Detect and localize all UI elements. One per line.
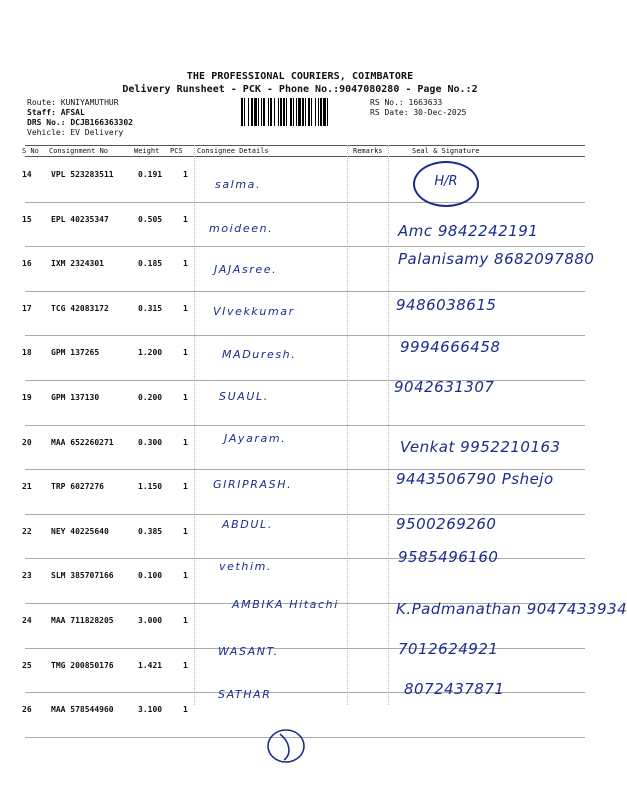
- row-pcs: 1: [183, 526, 188, 536]
- rs-no-line: RS No.: 1663633: [370, 98, 443, 107]
- barcode-bar: [254, 98, 257, 126]
- barcode-bar: [323, 98, 326, 126]
- table-row: [0, 291, 600, 335]
- row-sno: 23: [22, 571, 32, 581]
- handwritten-signature: 9042631307: [394, 378, 495, 396]
- row-sno: 14: [22, 170, 32, 179]
- row-pcs: 1: [183, 660, 188, 670]
- table-row: [0, 335, 600, 379]
- row-pcs: 1: [183, 571, 188, 581]
- row-consignment-no: TRP 6027276: [51, 482, 104, 492]
- col-consignee-header: Consignee Details: [197, 147, 269, 155]
- hr-stamp: [413, 161, 479, 207]
- row-weight: 1.421: [138, 660, 163, 670]
- row-weight: 1.150: [138, 482, 163, 492]
- row-consignment-no: SLM 385707166: [51, 571, 114, 581]
- company-title: THE PROFESSIONAL COURIERS, COIMBATORE: [186, 71, 414, 82]
- handwritten-signature: Amc 9842242191: [398, 222, 539, 240]
- row-sno: 16: [22, 259, 32, 269]
- handwritten-consignee-name: JAJAsree.: [214, 263, 278, 276]
- barcode-bar: [315, 98, 316, 126]
- table-row: [0, 157, 600, 201]
- stamp-text: H/R: [434, 174, 458, 189]
- barcode-bar: [270, 98, 272, 126]
- row-pcs: 1: [183, 616, 188, 625]
- row-consignment-no: TCG 42083172: [51, 303, 109, 313]
- handwritten-signature: 9585496160: [398, 548, 499, 566]
- row-pcs: 1: [183, 705, 188, 715]
- handwritten-signature: 7012624921: [398, 640, 499, 658]
- row-weight: 0.200: [138, 393, 163, 402]
- barcode-bar: [308, 98, 310, 126]
- handwritten-signature: K.Padmanathan 9047433934: [396, 600, 627, 618]
- row-sno: 17: [22, 303, 32, 313]
- handwritten-consignee-name: salma.: [215, 178, 262, 191]
- handwritten-signature: Venkat 9952210163: [400, 438, 561, 456]
- row-sno: 15: [22, 214, 32, 224]
- barcode-bar: [244, 98, 245, 126]
- barcode-bar: [280, 98, 282, 126]
- row-sno: 19: [22, 393, 32, 402]
- row-pcs: 1: [183, 214, 188, 224]
- barcode-bar: [302, 98, 304, 126]
- handwritten-signature: 9994666458: [400, 338, 501, 356]
- vehicle-line: Vehicle: EV Delivery: [27, 128, 124, 137]
- staff-line: Staff: AFSAL: [27, 108, 85, 117]
- barcode-bar: [286, 98, 287, 126]
- barcode-bar: [278, 98, 279, 126]
- row-weight: 3.100: [138, 705, 163, 715]
- row-consignment-no: MAA 711828205: [51, 616, 114, 625]
- row-sno: 18: [22, 348, 32, 358]
- handwritten-consignee-name: ABDUL.: [222, 518, 273, 531]
- row-weight: 0.315: [138, 303, 163, 313]
- table-row: [0, 558, 600, 602]
- row-weight: 0.505: [138, 214, 163, 224]
- handwritten-consignee-name: SUAUL.: [219, 390, 269, 403]
- barcode-bar: [263, 98, 265, 126]
- col-sno-header: S No: [22, 147, 39, 155]
- row-consignment-no: VPL 523283511: [51, 170, 114, 179]
- row-pcs: 1: [183, 482, 188, 492]
- bottom-scribble-mark: [262, 722, 312, 772]
- row-sno: 26: [22, 705, 32, 715]
- header-top-rule: [25, 145, 585, 146]
- row-sno: 22: [22, 526, 32, 536]
- row-pcs: 1: [183, 303, 188, 313]
- row-pcs: 1: [183, 393, 188, 402]
- barcode-image: [240, 98, 366, 126]
- col-remarks-header: Remarks: [353, 147, 383, 155]
- row-consignment-no: GPM 137265: [51, 348, 100, 358]
- row-sno: 21: [22, 482, 32, 492]
- barcode-bar: [311, 98, 312, 126]
- barcode-bar: [251, 98, 253, 126]
- row-weight: 0.385: [138, 526, 163, 536]
- handwritten-consignee-name: MADuresh.: [222, 348, 297, 361]
- barcode-bar: [290, 98, 292, 126]
- row-pcs: 1: [183, 259, 188, 269]
- handwritten-signature: 9486038615: [396, 296, 497, 314]
- handwritten-consignee-name: WASANT.: [218, 645, 279, 658]
- handwritten-consignee-name: VIvekkumar: [213, 305, 295, 318]
- handwritten-consignee-name: moideen.: [209, 222, 274, 235]
- route-block: [27, 98, 133, 138]
- row-weight: 0.300: [138, 437, 163, 447]
- col-weight-header: Weight: [134, 147, 160, 155]
- handwritten-consignee-name: vethim.: [219, 560, 273, 573]
- row-weight: 3.000: [138, 616, 163, 625]
- col-seal-header: Seal & Signature: [412, 147, 480, 155]
- row-pcs: 1: [183, 348, 188, 358]
- rs-date-line: RS Date: 30-Dec-2025: [370, 108, 467, 117]
- row-consignment-no: MAA 578544960: [51, 705, 114, 715]
- row-sno: 24: [22, 616, 32, 625]
- row-consignment-no: TMG 200850176: [51, 660, 114, 670]
- col-consignment-header: Consignment No: [49, 147, 109, 155]
- handwritten-signature: 9500269260: [396, 515, 497, 533]
- row-consignment-no: GPM 137130: [51, 393, 100, 402]
- barcode-bar: [305, 98, 306, 126]
- barcode-bar: [261, 98, 262, 126]
- barcode-bar: [258, 98, 259, 126]
- handwritten-signature: Palanisamy 8682097880: [398, 250, 595, 268]
- handwritten-consignee-name: JAyaram.: [224, 432, 287, 445]
- handwritten-consignee-name: GIRIPRASH.: [213, 478, 293, 491]
- row-weight: 0.100: [138, 571, 163, 581]
- barcode-bar: [268, 98, 269, 126]
- route-line: Route: KUNIYAMUTHUR: [27, 98, 119, 107]
- barcode-bar: [320, 98, 322, 126]
- row-weight: 0.185: [138, 259, 163, 269]
- handwritten-signature: 9443506790 Pshejo: [396, 470, 554, 488]
- row-sno: 20: [22, 437, 32, 447]
- handwritten-consignee-name: SATHAR: [218, 688, 272, 701]
- barcode-bar: [274, 98, 275, 126]
- barcode-bar: [327, 98, 328, 126]
- row-consignment-no: EPL 40235347: [51, 214, 109, 224]
- rs-block: [370, 98, 466, 118]
- row-weight: 1.200: [138, 348, 163, 358]
- barcode-bar: [241, 98, 243, 126]
- row-sno: 25: [22, 660, 32, 670]
- barcode-bar: [318, 98, 319, 126]
- barcode-bar: [298, 98, 301, 126]
- drs-line: DRS No.: DCJB166363302: [27, 118, 133, 127]
- row-consignment-no: NEY 40225640: [51, 526, 109, 536]
- barcode-bar: [296, 98, 297, 126]
- handwritten-signature: 8072437871: [404, 680, 505, 698]
- barcode-bar: [248, 98, 249, 126]
- handwritten-consignee-name: AMBIKA Hitachi: [232, 598, 339, 611]
- col-pcs-header: PCS: [170, 147, 183, 155]
- barcode-bar: [283, 98, 285, 126]
- table-row: [0, 514, 600, 558]
- table-row: [0, 380, 600, 424]
- row-consignment-no: IXM 2324301: [51, 259, 104, 269]
- row-weight: 0.191: [138, 170, 163, 179]
- barcode-bar: [293, 98, 294, 126]
- row-consignment-no: MAA 652260271: [51, 437, 114, 447]
- row-pcs: 1: [183, 170, 188, 179]
- runsheet-subtitle: Delivery Runsheet - PCK - Phone No.:9047080280 - Page No.:2: [122, 84, 478, 95]
- table-row: [0, 648, 600, 692]
- row-pcs: 1: [183, 437, 188, 447]
